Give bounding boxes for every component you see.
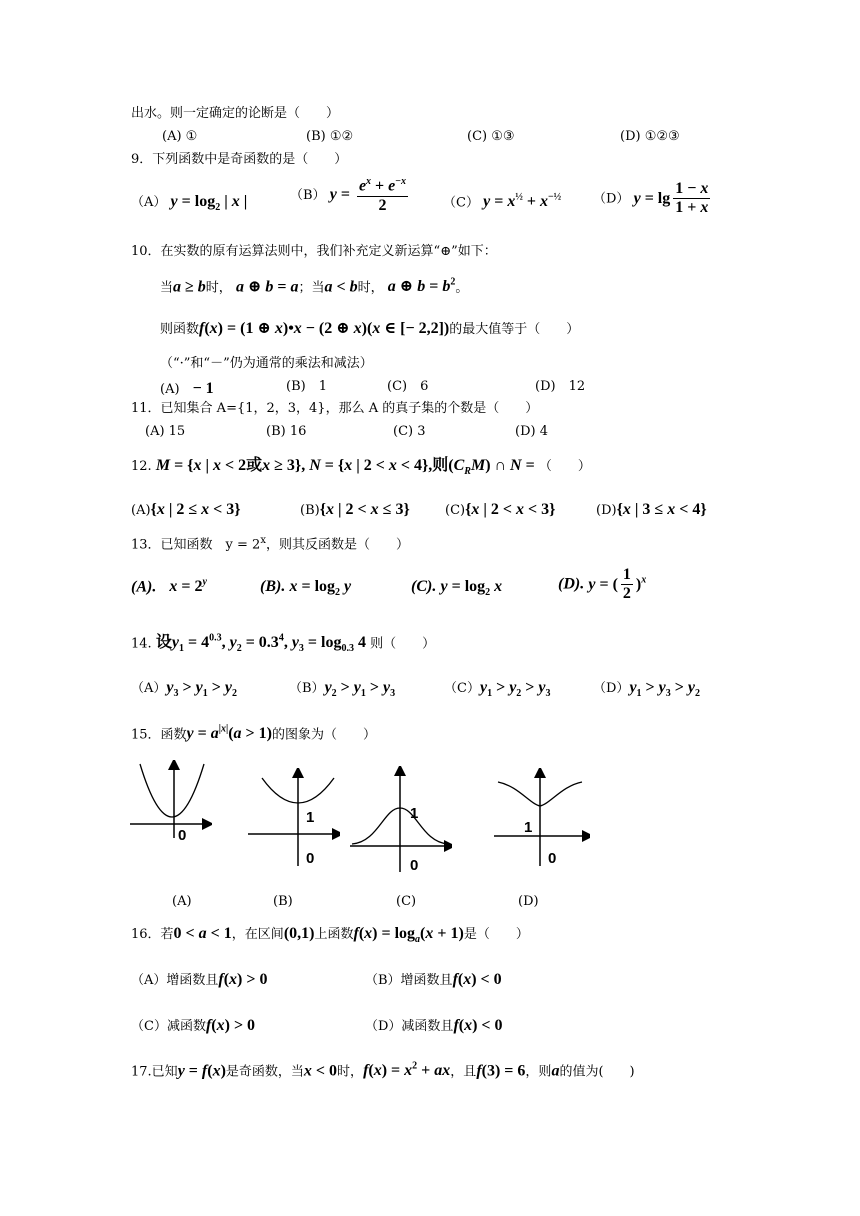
q9-options: [131, 192, 247, 214]
graph-b: [244, 768, 340, 868]
q12-option-b: (B){x | 2 < x ≤ 3}: [300, 501, 410, 518]
q12-options: (A){x | 2 ≤ x < 3}: [131, 501, 241, 518]
q10-note: （“·”和“－”仍为通常的乘法和减法）: [160, 356, 373, 371]
graph-d: [492, 768, 590, 868]
q9-formula-c: $y = x^{\frac{1}{2}} + x^{-\frac{1}{2}}$: [483, 192, 562, 211]
q13-option-b: (B). $x = \log_2 y$: [260, 578, 352, 599]
q14-option-c: $(C)y_1 > y_2 > y_3$: [444, 679, 551, 700]
graph-d-one: 1: [524, 819, 533, 836]
q9-label-d: （D）: [593, 191, 630, 207]
q13-option-a: (A). $x = 2^y$: [131, 577, 207, 596]
q13-stem: 13．已知函数 $y = 2^x$，则其反函数是（ ）: [131, 535, 409, 553]
q9-option-d: [593, 180, 713, 218]
q9-formula-a: $y = \log_2$ | x |: [170, 193, 248, 214]
graph-d-label: (D): [518, 894, 539, 909]
q10-option-c: (C) 6: [387, 379, 429, 394]
q9-stem: 9．下列函数中是奇函数的是（ ）: [131, 152, 348, 167]
graph-a-origin: 0: [178, 827, 187, 840]
graph-a-label: (A): [172, 894, 192, 909]
q13-option-c: (C). $y = \log_2 x$: [411, 578, 503, 599]
q9-label-c: （C）: [443, 195, 479, 211]
q14-option-a: $(A)y_3 > y_1 > y_2$: [131, 679, 237, 700]
q9-label-a: （A）: [131, 195, 167, 210]
graph-b-one: 1: [306, 809, 315, 826]
graph-c-label: (C): [396, 894, 417, 909]
graph-a: [128, 760, 212, 840]
q14-option-d: $(D)y_1 > y_3 > y_2$: [593, 679, 701, 700]
q14-stem: 14. 设$y_1 = 4^{0.3}$, $y_2 = 0.3^4$, $y_3 = \log_{0.3} 4$ 则（ ）: [131, 633, 436, 655]
q10-option-d: (D) 12: [535, 379, 586, 394]
q11-option-d: (D) 4: [515, 424, 548, 439]
q12-stem: 12. M = {x | x < 2或x ≥ 3}, N = {x | 2 < x < 4},则$(C_RM)$ ∩ N = （ ）: [131, 457, 591, 478]
q11-option-b: (B) 16: [266, 424, 307, 439]
q16-stem: 16．若0 < a < 1，在区间(0,1)上函数$f(x) = \log_a(x + 1)$是（ ）: [131, 925, 529, 946]
q17-stem: 17.已知y = f(x)是奇函数，当x < 0时，$f(x) = x^2$ + ax，且f(3) = 6，则a的值为( ): [131, 1061, 635, 1080]
q9-option-b: [290, 176, 411, 215]
q8-option-c: (C) ①③: [467, 129, 515, 144]
q8-tail: 出水。则一定确定的论断是（ ）: [131, 106, 340, 121]
q16-option-d: （D）减函数且f(x) < 0: [365, 1017, 503, 1034]
q11-option-a: (A) 15: [145, 424, 186, 439]
q10-option-a: (A) − 1: [160, 380, 214, 397]
q9-formula-d: y = lg $\frac{1 - x}{1 + x}$: [633, 180, 709, 217]
q10-definition: 当a ≥ b时， a ⊕ b = a；当a < b时， a ⊕ $b = b^2$。: [160, 277, 469, 296]
q16-option-b: （B）增函数且f(x) < 0: [365, 971, 502, 988]
graph-b-label: (B): [273, 894, 293, 909]
q10-function: 则函数f(x) = (1 ⊕ x)•x − (2 ⊕ x)(x ∈ [− 2,2])的最大值等于（ ）: [160, 320, 580, 337]
q8-option-d: (D) ①②③: [620, 129, 680, 144]
q15-stem: 15．函数$y = a^{|x|}(a > 1)$的图象为（ ）: [131, 724, 376, 743]
q11-option-c: (C) 3: [393, 424, 426, 439]
q9-formula-b: y = $\frac{e^x + e^{-x}}{2}$: [329, 176, 406, 214]
q12-option-d: (D){x | 3 ≤ x < 4}: [596, 501, 707, 518]
q12-option-c: (C){x | 2 < x < 3}: [445, 501, 556, 518]
q10-option-b: (B) 1: [286, 379, 327, 394]
q8-option-b: (B) ①②: [306, 129, 354, 144]
q13-option-d: (D). y = ( $\frac{1}{2}$ )$^x$: [558, 566, 647, 603]
q9-option-c: [443, 192, 561, 212]
q8-option-a: (A) ①: [162, 129, 198, 144]
graph-b-origin: 0: [306, 850, 315, 867]
q16-option-c: （C）减函数f(x) > 0: [131, 1017, 256, 1034]
graph-c-origin: 0: [410, 857, 419, 874]
graph-d-origin: 0: [548, 850, 557, 867]
q9-label-b: （B）: [290, 188, 326, 204]
q10-stem: 10．在实数的原有运算法则中，我们补充定义新运算“⊕”如下：: [131, 244, 497, 259]
q11-stem: 11．已知集合 A={1，2，3，4}，那么 A 的真子集的个数是（ ）: [131, 401, 539, 416]
q14-option-b: $(B)y_2 > y_1 > y_3$: [289, 679, 396, 700]
graph-c-one: 1: [410, 805, 419, 822]
graph-c: [348, 766, 452, 874]
q16-option-a: （A）增函数且f(x) > 0: [131, 971, 268, 988]
